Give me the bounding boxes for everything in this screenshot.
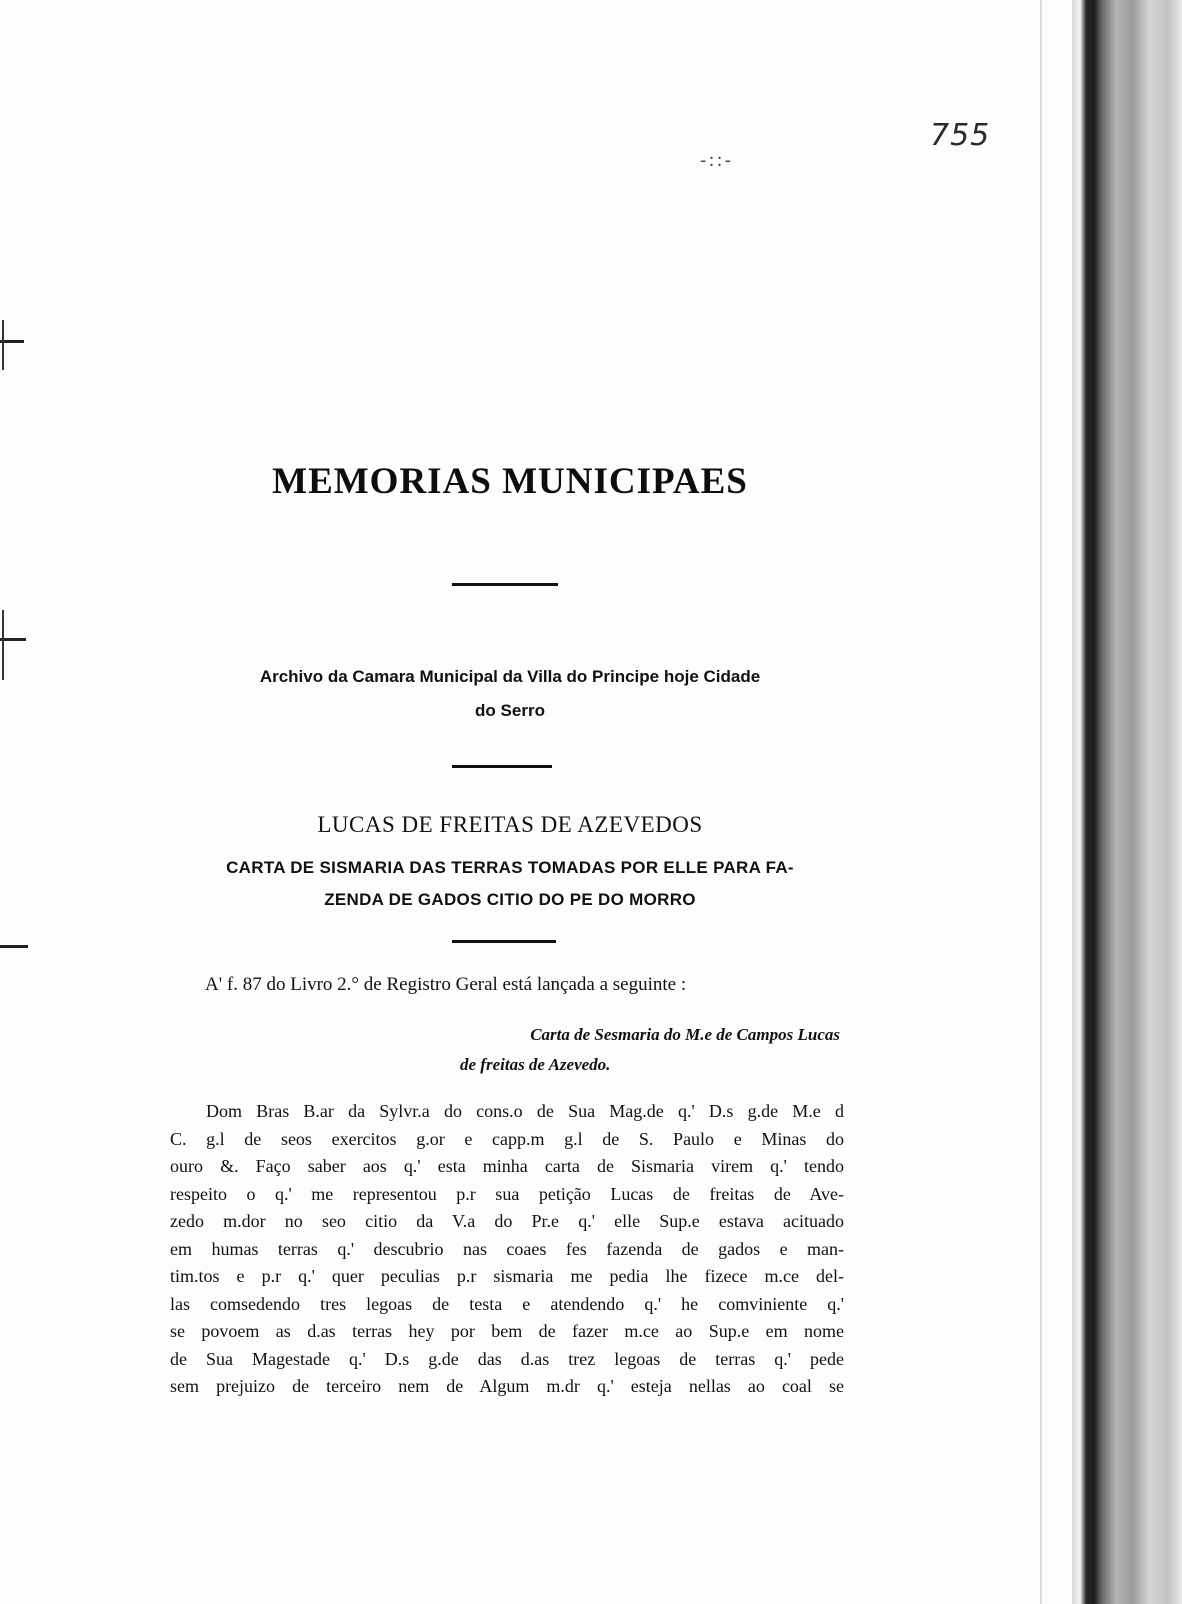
- body-line: C. g.l de seos exercitos g.or e capp.m g.l de S. Paulo e Minas do: [170, 1128, 844, 1149]
- subtitle-line-2: ZENDA DE GADOS CITIO DO PE DO MORRO: [324, 890, 696, 909]
- letter-heading-line-2: de freitas de Azevedo.: [460, 1055, 611, 1074]
- archive-line-1: Archivo da Camara Municipal da Villa do Principe hoje Cidade: [259, 667, 761, 686]
- body-line: las comsedendo tres legoas de testa e atendendo q.' he comviniente q.': [170, 1293, 844, 1314]
- edge-mark: [0, 945, 28, 948]
- subtitle-line-1: CARTA DE SISMARIA DAS TERRAS TOMADAS POR ELLE PARA FA-: [226, 858, 794, 877]
- body-line: zedo m.dor no seo citio da V.a do Pr.e q.' elle Sup.e estava acituado: [170, 1211, 844, 1231]
- gutter-line: [1040, 0, 1042, 1604]
- edge-line: [2, 610, 4, 680]
- divider-rule: [452, 583, 558, 586]
- body-line: em humas terras q.' descubrio nas coaes fes fazenda de gados e man-: [170, 1238, 844, 1259]
- body-line: sem prejuizo de terceiro nem de Algum m.dr q.' esteja nellas ao coal se: [170, 1376, 844, 1396]
- document-person: LUCAS DE FREITAS DE AZEVEDOS: [317, 812, 703, 837]
- divider-rule: [452, 765, 552, 768]
- body-line: se povoem as d.as terras hey por bem de fazer m.ce ao Sup.e em nome: [170, 1321, 844, 1341]
- body-line: de Sua Magestade q.' D.s g.de das d.as trez legoas de terras q.' pede: [170, 1348, 844, 1369]
- letter-heading-line-1: Carta de Sesmaria do M.e de Campos Lucas: [530, 1025, 840, 1044]
- body-line: ouro &. Faço saber aos q.' esta minha carta de Sismaria virem q.' tendo: [170, 1156, 844, 1176]
- body-line: respeito o q.' me representou p.r sua petição Lucas de freitas de Ave-: [170, 1183, 844, 1204]
- edge-line: [2, 320, 4, 370]
- body-line: Dom Bras B.ar da Sylvr.a do cons.o de Sua Mag.de q.' D.s g.de M.e d: [206, 1101, 844, 1121]
- body-text: [170, 1098, 844, 1401]
- archive-line-2: do Serro: [475, 701, 545, 720]
- document-subtitle: [150, 852, 870, 916]
- folio-number: 755: [930, 118, 991, 153]
- binding-strip: [1072, 0, 1182, 1604]
- intro-line: A' f. 87 do Livro 2.° de Registro Geral está lançada a seguinte :: [205, 974, 687, 995]
- stamp-mark: -::-: [700, 150, 734, 171]
- page-title: MEMORIAS MUNICIPAES: [272, 461, 748, 502]
- letter-heading: [400, 1020, 840, 1080]
- divider-rule: [452, 940, 556, 943]
- archive-header: [150, 660, 870, 728]
- body-line: tim.tos e p.r q.' quer peculias p.r sismaria me pedia lhe fizece m.ce del-: [170, 1266, 844, 1286]
